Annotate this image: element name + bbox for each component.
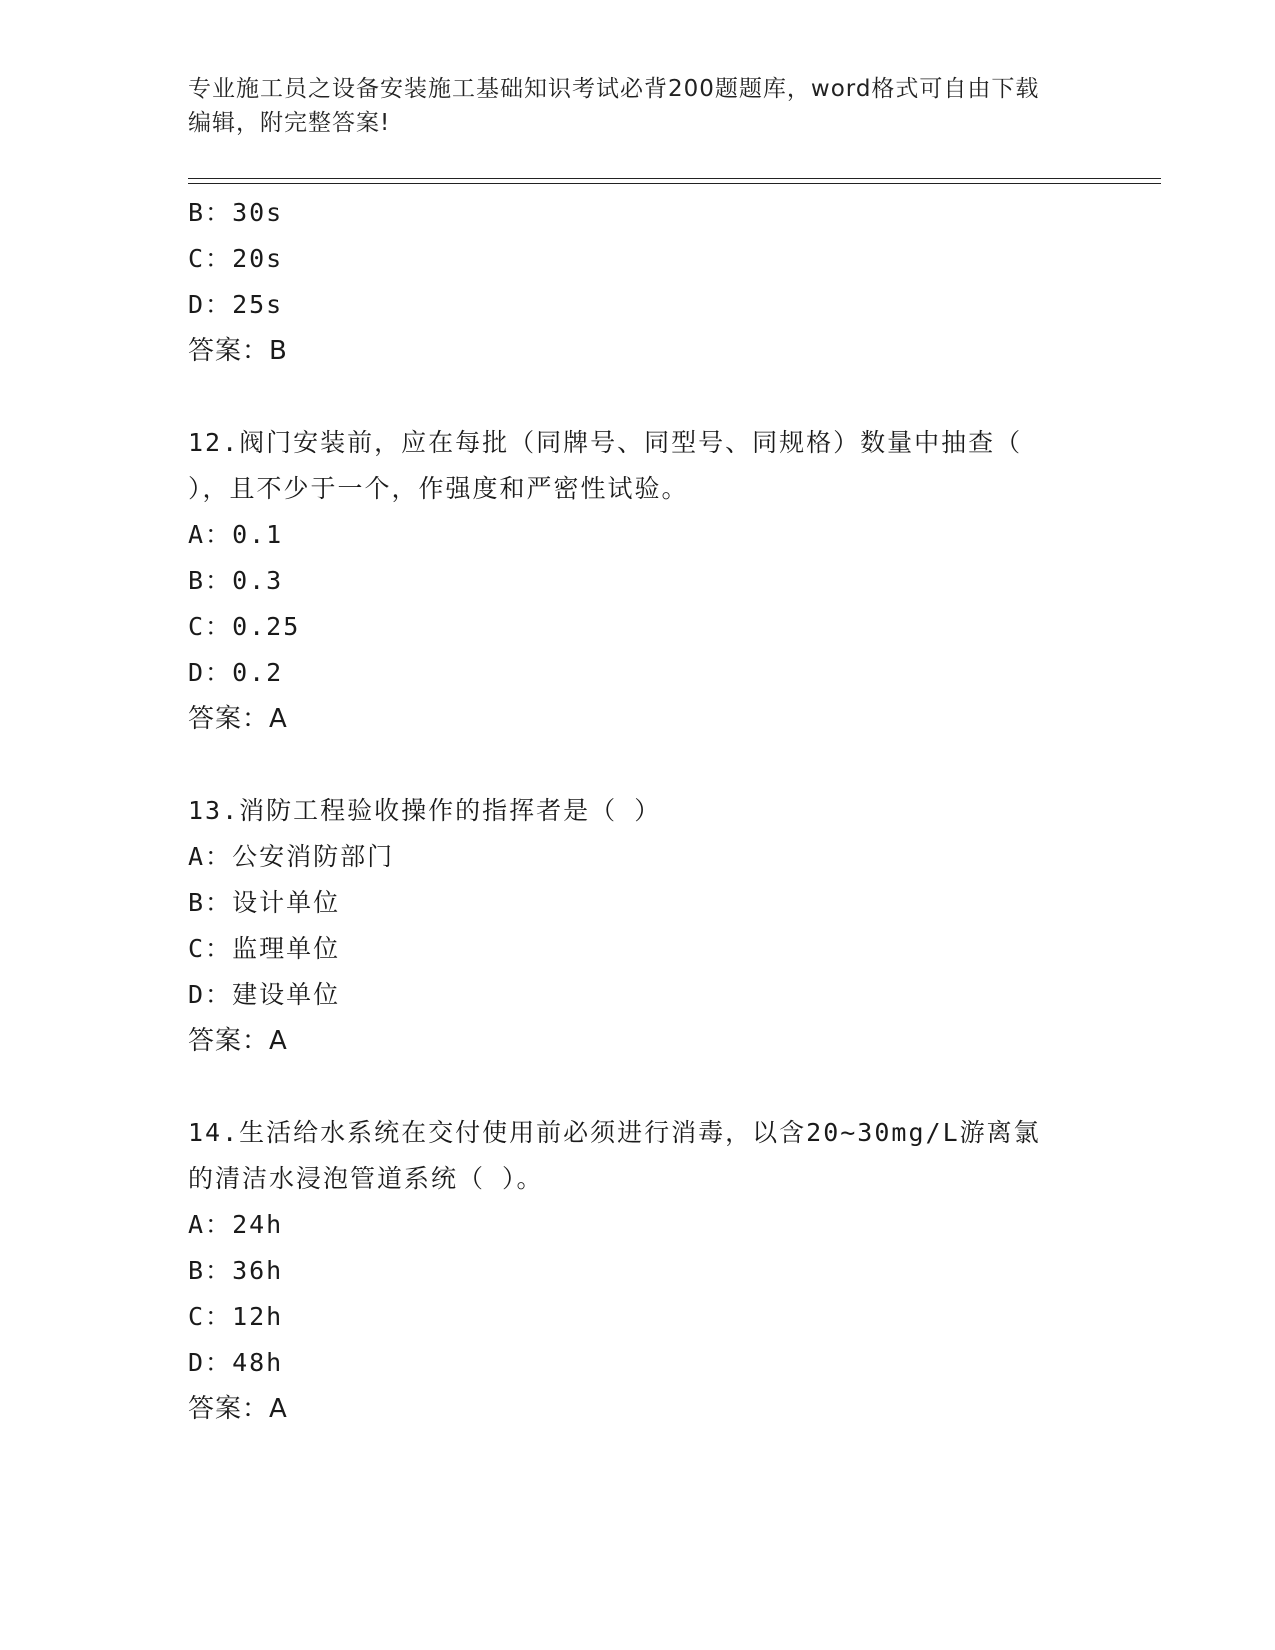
header-rule-bottom [188, 183, 1161, 184]
header-rule-top [188, 178, 1161, 179]
question-13 [188, 788, 1088, 1064]
document-header [188, 72, 1088, 140]
question-14 [188, 1110, 1088, 1432]
option-c: C：12h [188, 1302, 284, 1331]
answer: 答案：A [188, 704, 288, 734]
option-a: A：0.1 [188, 520, 284, 549]
question-text-line-2: 的清洁水浸泡管道系统（ ）。 [188, 1164, 544, 1193]
option-d: D：建设单位 [188, 980, 341, 1009]
question-12 [188, 420, 1088, 742]
option-c: C：0.25 [188, 612, 301, 641]
question-11 [188, 190, 1088, 374]
option-b: B：30s [188, 198, 284, 227]
option-b: B：36h [188, 1256, 284, 1285]
header-line-2: 编辑，附完整答案! [188, 110, 391, 136]
header-line-1: 专业施工员之设备安装施工基础知识考试必背200题题库，word格式可自由下载 [188, 76, 1040, 102]
option-d: D：25s [188, 290, 284, 319]
answer: 答案：B [188, 336, 288, 366]
option-c: C：监理单位 [188, 934, 341, 963]
option-b: B：设计单位 [188, 888, 341, 917]
option-a: A：24h [188, 1210, 284, 1239]
question-text-line-2: ），且不少于一个，作强度和严密性试验。 [188, 474, 689, 503]
option-b: B：0.3 [188, 566, 284, 595]
question-text-line-1: 14.生活给水系统在交付使用前必须进行消毒，以含20~30mg/L游离氯 [188, 1118, 1041, 1147]
question-text-line-1: 12.阀门安装前，应在每批（同牌号、同型号、同规格）数量中抽查（ [188, 428, 1023, 457]
answer: 答案：A [188, 1394, 288, 1424]
option-a: A：公安消防部门 [188, 842, 395, 871]
option-d: D：48h [188, 1348, 284, 1377]
question-text-line-1: 13.消防工程验收操作的指挥者是（ ） [188, 796, 662, 825]
document-body [188, 190, 1088, 1432]
option-d: D：0.2 [188, 658, 284, 687]
option-c: C：20s [188, 244, 284, 273]
answer: 答案：A [188, 1026, 288, 1056]
